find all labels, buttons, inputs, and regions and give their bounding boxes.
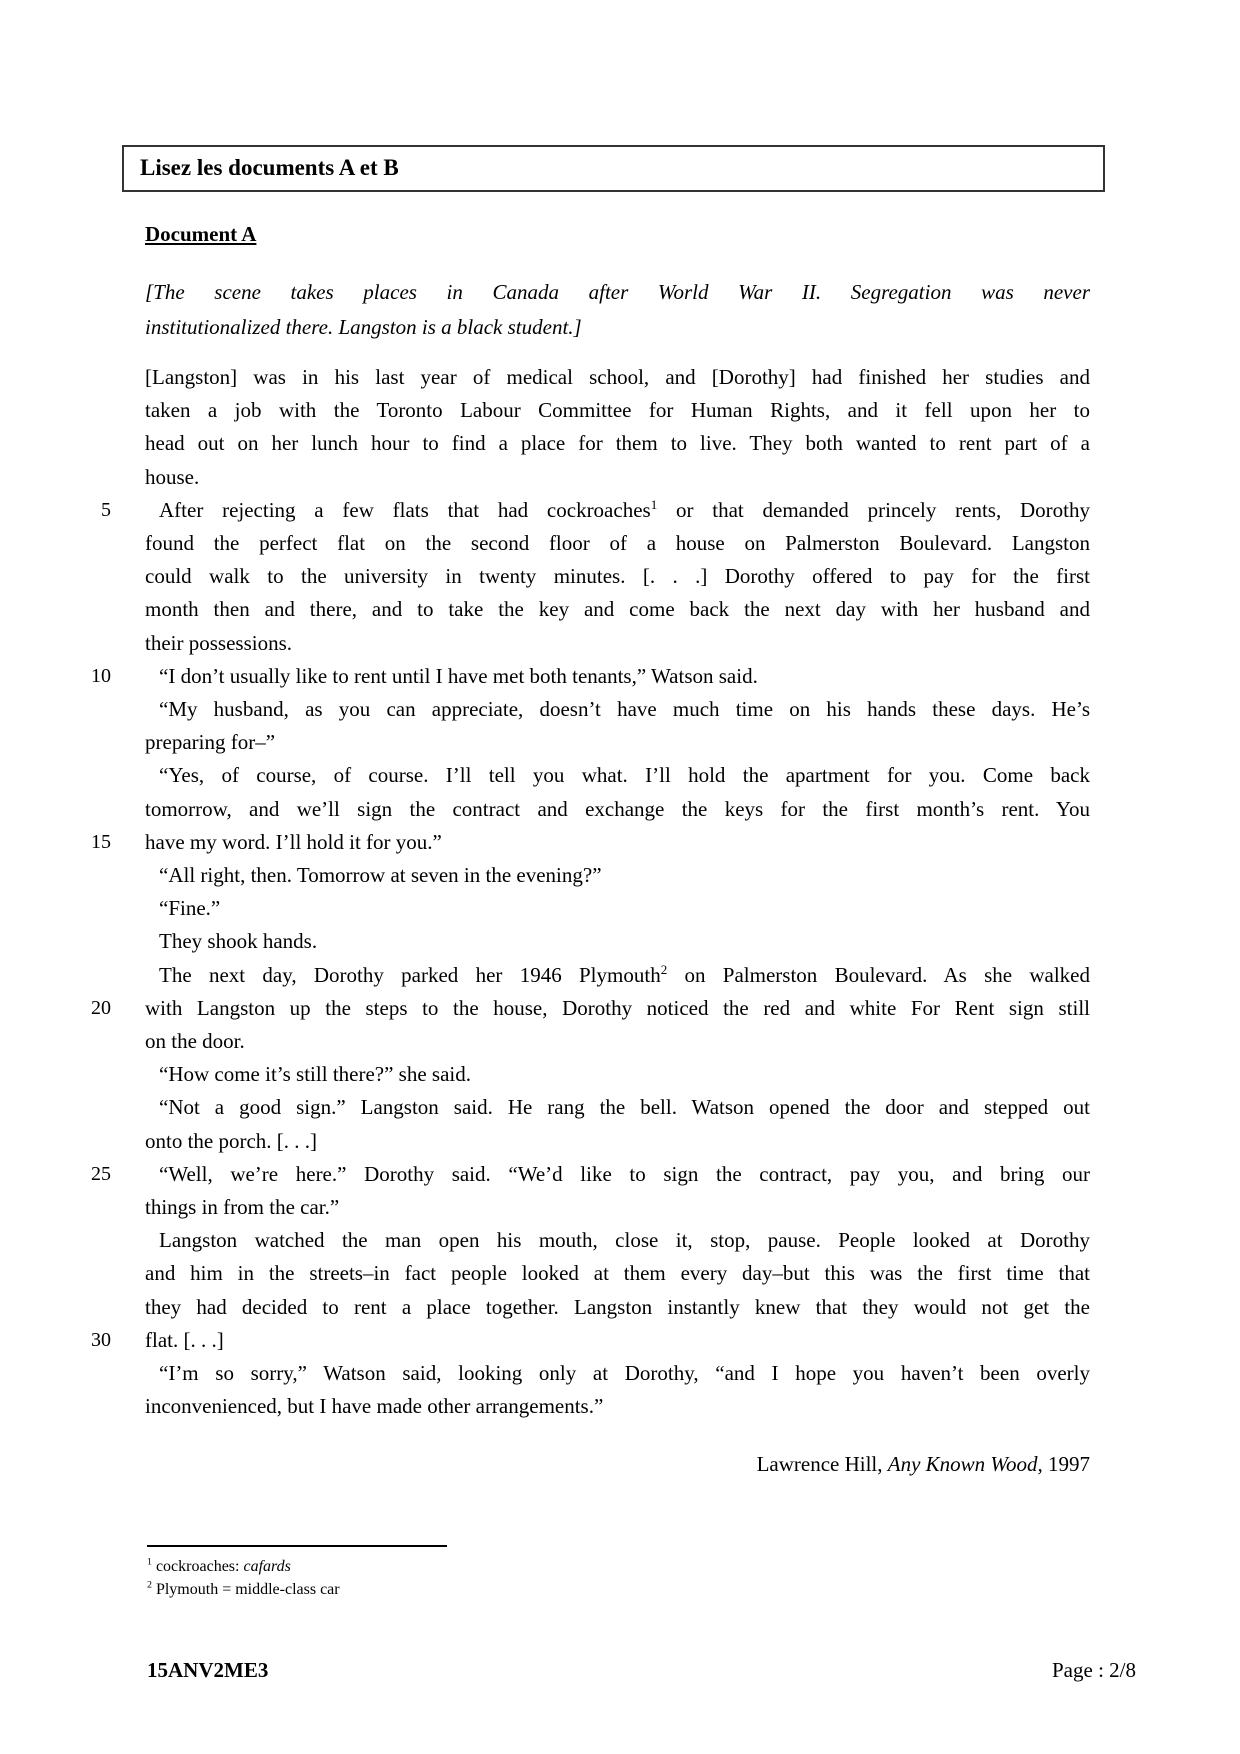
line-text [145, 275, 1090, 310]
text-line [145, 1025, 1090, 1058]
line-number: 20 [91, 996, 111, 1019]
line-text [145, 1125, 1090, 1158]
line-text [145, 427, 1090, 460]
text-line [91, 1158, 1090, 1191]
text-segment: “I’m so sorry,” Watson said, looking only at Dorothy, “and I hope you haven’t been overly [159, 1361, 1090, 1386]
text-line [91, 992, 1090, 1025]
text-segment: house. [145, 464, 200, 489]
document-a-heading: Document A [145, 222, 257, 246]
page-number: Page : 2/8 [1052, 1658, 1136, 1682]
document-code: 15ANV2ME3 [147, 1658, 269, 1682]
text-segment: The next day, Dorothy parked her 1946 Plymouth [159, 962, 661, 987]
line-number: 15 [91, 830, 111, 853]
text-line [145, 1091, 1090, 1124]
line-text [145, 1025, 1090, 1058]
footnote [147, 1578, 447, 1601]
footnote-reference: 2 [660, 961, 668, 977]
line-text [145, 394, 1090, 427]
text-segment: found the perfect flat on the second floor of a house on Palmerston Boulevard. Langston [145, 531, 1090, 556]
reading-text [91, 361, 1091, 1424]
line-number: 10 [91, 664, 111, 687]
text-line [145, 1191, 1090, 1224]
footnote-list [147, 1555, 447, 1601]
text-segment: After rejecting a few flats that had cockroaches [159, 497, 651, 522]
text-segment: could walk to the university in twenty minutes. [. . .] Dorothy offered to pay for the first [145, 564, 1090, 589]
line-text [145, 693, 1090, 726]
text-line [145, 959, 1090, 992]
line-text [145, 992, 1090, 1025]
text-line [145, 1357, 1090, 1390]
footnote [147, 1555, 447, 1578]
text-line [145, 361, 1090, 394]
line-text [145, 1191, 1090, 1224]
line-text [145, 527, 1090, 560]
text-segment: month then and there, and to take the key and come back the next day with her husband and [145, 597, 1090, 622]
intro-line [145, 310, 1090, 345]
page-footer [147, 1658, 1136, 1683]
footnote-divider [147, 1545, 447, 1547]
text-line [145, 793, 1090, 826]
line-text [145, 925, 1090, 958]
line-text [145, 759, 1090, 792]
text-segment: “Fine.” [159, 896, 221, 921]
line-text [145, 859, 1090, 892]
text-segment: things in from the car.” [145, 1195, 340, 1220]
text-segment: Any Known Wood, [887, 1451, 1043, 1476]
text-line [145, 1257, 1090, 1290]
line-text [145, 361, 1090, 394]
line-number: 25 [91, 1162, 111, 1185]
source-attribution [145, 1452, 1090, 1477]
text-segment: or that demanded princely rents, Dorothy [657, 497, 1090, 522]
footnote-reference: 1 [650, 496, 658, 512]
text-segment: “My husband, as you can appreciate, doesn’t have much time on his hands these days. He’s [159, 697, 1090, 722]
line-text [145, 560, 1090, 593]
text-segment: and him in the streets–in fact people looked at them every day–but this was the first time that [145, 1261, 1090, 1286]
line-text [145, 793, 1090, 826]
text-line [145, 394, 1090, 427]
text-segment: their possessions. [145, 630, 292, 655]
text-segment: institutionalized there. Langston is a black student.] [145, 315, 582, 339]
line-text [145, 1324, 1090, 1357]
text-line [91, 660, 1090, 693]
line-text [145, 1257, 1090, 1290]
text-line [145, 892, 1090, 925]
text-line [145, 627, 1090, 660]
text-line [145, 527, 1090, 560]
text-line [145, 759, 1090, 792]
text-segment: “I don’t usually like to rent until I have met both tenants,” Watson said. [159, 663, 758, 688]
text-segment: “Yes, of course, of course. I’ll tell you what. I’ll hold the apartment for you. Come back [159, 763, 1090, 788]
line-text [145, 826, 1090, 859]
line-text [145, 494, 1090, 527]
text-segment: on Palmerston Boulevard. As she walked [667, 962, 1091, 987]
text-line [91, 1324, 1090, 1357]
line-text [145, 310, 1090, 345]
line-text [145, 1357, 1090, 1390]
text-line [145, 1125, 1090, 1158]
text-segment: cafards [243, 1558, 291, 1575]
line-number: 5 [101, 498, 111, 521]
text-line [145, 726, 1090, 759]
text-line [145, 560, 1090, 593]
text-segment: have my word. I’ll hold it for you.” [145, 829, 442, 854]
intro-line [145, 275, 1090, 310]
text-segment: with Langston up the steps to the house, Dorothy noticed the red and white For Rent sign still [145, 995, 1090, 1020]
text-segment: onto the porch. [. . .] [145, 1128, 318, 1153]
text-line [145, 1390, 1090, 1423]
line-text [145, 660, 1090, 693]
text-segment: head out on her lunch hour to find a place for them to live. They both wanted to rent part of a [145, 431, 1090, 456]
text-segment: inconvenienced, but I have made other arrangements.” [145, 1394, 604, 1419]
text-line [145, 859, 1090, 892]
text-line [91, 826, 1090, 859]
text-segment: Plymouth = middle-class car [151, 1581, 340, 1598]
line-text [145, 1224, 1090, 1257]
instruction-text: Lisez les documents A et B [140, 155, 399, 180]
text-line [145, 1291, 1090, 1324]
footnotes [147, 1545, 447, 1601]
text-segment: “Not a good sign.” Langston said. He rang the bell. Watson opened the door and stepped out [159, 1095, 1090, 1120]
text-line [145, 1224, 1090, 1257]
line-text [145, 627, 1090, 660]
text-line [145, 427, 1090, 460]
text-segment: taken a job with the Toronto Labour Committee for Human Rights, and it fell upon her to [145, 398, 1090, 423]
text-segment: [Langston] was in his last year of medical school, and [Dorothy] had finished her studies and [145, 365, 1090, 389]
text-segment: Lawrence Hill, [756, 1451, 888, 1476]
text-segment: flat. [. . .] [145, 1327, 224, 1352]
text-segment: “All right, then. Tomorrow at seven in the evening?” [159, 863, 602, 888]
text-line [145, 925, 1090, 958]
line-text [145, 1091, 1090, 1124]
text-line [145, 693, 1090, 726]
line-number: 30 [91, 1328, 111, 1351]
text-segment: they had decided to rent a place together. Langston instantly knew that they would not get the [145, 1294, 1090, 1319]
line-text [145, 892, 1090, 925]
line-text [145, 593, 1090, 626]
line-text [145, 461, 1090, 494]
footnote-reference: 2 [147, 1579, 152, 1591]
text-segment: preparing for–” [145, 730, 276, 755]
text-line [145, 593, 1090, 626]
text-segment: “Well, we’re here.” Dorothy said. “We’d like to sign the contract, pay you, and bring our [159, 1161, 1090, 1186]
text-segment: “How come it’s still there?” she said. [159, 1062, 471, 1087]
text-line [145, 1058, 1090, 1091]
text-line [101, 494, 1090, 527]
line-text [145, 1158, 1090, 1191]
text-line [145, 461, 1090, 494]
text-segment: cockroaches: [151, 1558, 244, 1575]
instruction-box [122, 145, 1105, 192]
line-text [145, 726, 1090, 759]
text-segment: 1997 [1042, 1451, 1090, 1476]
text-segment: tomorrow, and we’ll sign the contract and exchange the keys for the first month’s rent. You [145, 796, 1090, 821]
footnote-reference: 1 [147, 1556, 152, 1568]
line-text [145, 1058, 1090, 1091]
line-text [145, 1291, 1090, 1324]
text-segment: Langston watched the man open his mouth, close it, stop, pause. People looked at Dorothy [159, 1228, 1090, 1253]
intro-note [145, 275, 1090, 345]
line-text [145, 1390, 1090, 1423]
line-text [145, 959, 1090, 992]
text-segment: on the door. [145, 1029, 245, 1054]
text-segment: [The scene takes places in Canada after World War II. Segregation was never [145, 280, 1090, 304]
page-content [91, 145, 1091, 1477]
text-segment: They shook hands. [159, 929, 318, 954]
